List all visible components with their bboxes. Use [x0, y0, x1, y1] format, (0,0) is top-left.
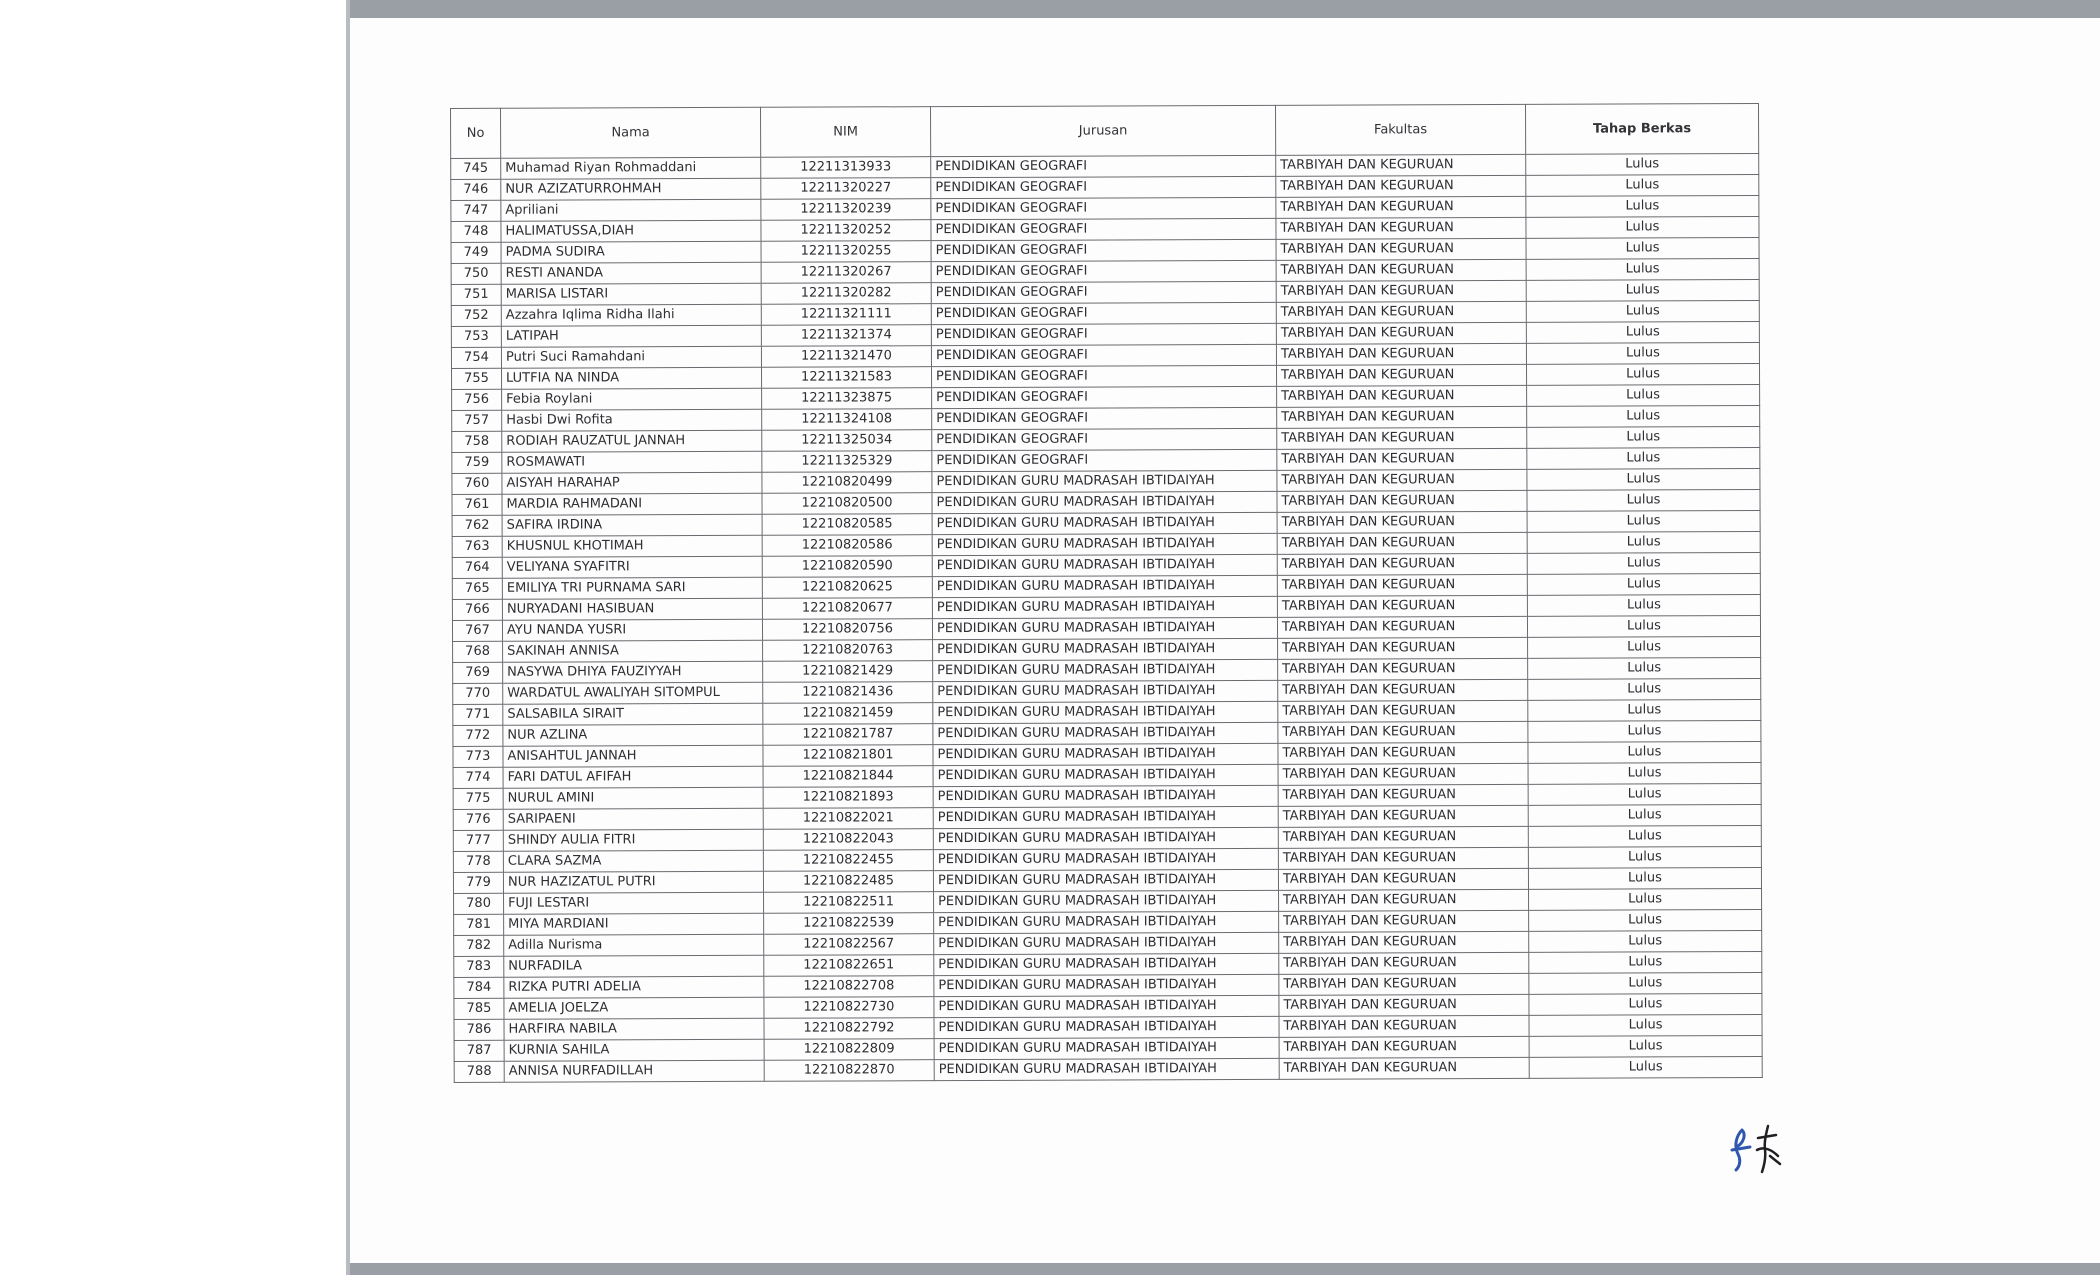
cell-jurusan: PENDIDIKAN GURU MADRASAH IBTIDAIYAH: [934, 1037, 1279, 1059]
cell-no: 786: [454, 1019, 504, 1040]
cell-nama: LATIPAH: [501, 325, 761, 347]
cell-jurusan: PENDIDIKAN GEOGRAFI: [931, 260, 1276, 282]
cell-fakultas: TARBIYAH DAN KEGURUAN: [1277, 553, 1527, 575]
cell-nim: 12211321583: [761, 367, 931, 389]
cell-no: 783: [454, 956, 504, 977]
cell-nama: LUTFIA NA NINDA: [501, 367, 761, 389]
cell-nim: 12211320239: [761, 199, 931, 221]
cell-fakultas: TARBIYAH DAN KEGURUAN: [1278, 700, 1528, 722]
cell-tahap-berkas: Lulus: [1526, 363, 1759, 385]
cell-nim: 12211320255: [761, 241, 931, 263]
scan-frame-top: [350, 0, 2100, 18]
cell-nama: FUJI LESTARI: [504, 892, 764, 914]
cell-nim: 12211325034: [762, 430, 932, 452]
cell-tahap-berkas: Lulus: [1527, 615, 1760, 637]
cell-tahap-berkas: Lulus: [1529, 930, 1762, 952]
cell-jurusan: PENDIDIKAN GURU MADRASAH IBTIDAIYAH: [932, 617, 1277, 639]
cell-jurusan: PENDIDIKAN GEOGRAFI: [932, 386, 1277, 408]
cell-no: 750: [451, 263, 501, 284]
scan-frame-bottom: [350, 1263, 2100, 1275]
cell-no: 766: [452, 599, 502, 620]
cell-nim: 12210821844: [763, 766, 933, 788]
cell-no: 753: [451, 326, 501, 347]
cell-tahap-berkas: Lulus: [1528, 720, 1761, 742]
cell-tahap-berkas: Lulus: [1526, 342, 1759, 364]
cell-no: 764: [452, 557, 502, 578]
cell-fakultas: TARBIYAH DAN KEGURUAN: [1279, 952, 1529, 974]
cell-jurusan: PENDIDIKAN GEOGRAFI: [931, 302, 1276, 324]
cell-nama: NURFADILA: [504, 955, 764, 977]
cell-tahap-berkas: Lulus: [1528, 678, 1761, 700]
cell-fakultas: TARBIYAH DAN KEGURUAN: [1278, 826, 1528, 848]
cell-no: 745: [451, 158, 501, 179]
cell-fakultas: TARBIYAH DAN KEGURUAN: [1277, 385, 1527, 407]
cell-jurusan: PENDIDIKAN GURU MADRASAH IBTIDAIYAH: [933, 701, 1278, 723]
cell-nim: 12210822485: [763, 871, 933, 893]
cell-no: 756: [452, 389, 502, 410]
cell-jurusan: PENDIDIKAN GEOGRAFI: [932, 407, 1277, 429]
cell-jurusan: PENDIDIKAN GURU MADRASAH IBTIDAIYAH: [933, 869, 1278, 891]
cell-nim: 12211320282: [761, 283, 931, 305]
cell-tahap-berkas: Lulus: [1529, 1035, 1762, 1057]
cell-fakultas: TARBIYAH DAN KEGURUAN: [1279, 889, 1529, 911]
cell-jurusan: PENDIDIKAN GURU MADRASAH IBTIDAIYAH: [932, 491, 1277, 513]
cell-nama: FARI DATUL AFIFAH: [503, 766, 763, 788]
cell-no: 749: [451, 242, 501, 263]
cell-nim: 12210822809: [764, 1039, 934, 1061]
header-jurusan: Jurusan: [930, 105, 1275, 156]
cell-nim: 12210822043: [763, 829, 933, 851]
cell-no: 774: [453, 767, 503, 788]
cell-fakultas: TARBIYAH DAN KEGURUAN: [1276, 217, 1526, 239]
cell-fakultas: TARBIYAH DAN KEGURUAN: [1278, 679, 1528, 701]
cell-tahap-berkas: Lulus: [1527, 384, 1760, 406]
cell-tahap-berkas: Lulus: [1529, 951, 1762, 973]
cell-tahap-berkas: Lulus: [1527, 468, 1760, 490]
cell-nim: 12210821429: [763, 661, 933, 683]
cell-tahap-berkas: Lulus: [1528, 825, 1761, 847]
cell-no: 765: [452, 578, 502, 599]
cell-fakultas: TARBIYAH DAN KEGURUAN: [1277, 532, 1527, 554]
cell-no: 751: [451, 284, 501, 305]
cell-tahap-berkas: Lulus: [1526, 195, 1759, 217]
cell-nama: Adilla Nurisma: [504, 934, 764, 956]
cell-no: 776: [453, 809, 503, 830]
cell-tahap-berkas: Lulus: [1527, 426, 1760, 448]
cell-nim: 12211324108: [762, 409, 932, 431]
cell-nama: Apriliani: [501, 199, 761, 221]
cell-jurusan: PENDIDIKAN GURU MADRASAH IBTIDAIYAH: [932, 533, 1277, 555]
cell-jurusan: PENDIDIKAN GURU MADRASAH IBTIDAIYAH: [934, 911, 1279, 933]
cell-nama: CLARA SAZMA: [503, 850, 763, 872]
cell-no: 788: [454, 1061, 504, 1082]
cell-nim: 12210822021: [763, 808, 933, 830]
cell-nama: NUR AZLINA: [503, 724, 763, 746]
cell-jurusan: PENDIDIKAN GURU MADRASAH IBTIDAIYAH: [934, 1058, 1279, 1080]
cell-tahap-berkas: Lulus: [1527, 489, 1760, 511]
cell-no: 754: [451, 347, 501, 368]
cell-fakultas: TARBIYAH DAN KEGURUAN: [1278, 805, 1528, 827]
header-nim: NIM: [760, 107, 930, 158]
cell-fakultas: TARBIYAH DAN KEGURUAN: [1276, 238, 1526, 260]
cell-nama: SAKINAH ANNISA: [503, 640, 763, 662]
cell-tahap-berkas: Lulus: [1526, 174, 1759, 196]
cell-tahap-berkas: Lulus: [1526, 279, 1759, 301]
cell-jurusan: PENDIDIKAN GEOGRAFI: [931, 155, 1276, 177]
cell-nim: 12210821436: [763, 682, 933, 704]
cell-nama: Hasbi Dwi Rofita: [502, 409, 762, 431]
table-header-row: [451, 103, 1759, 158]
cell-nim: 12211320227: [761, 178, 931, 200]
cell-fakultas: TARBIYAH DAN KEGURUAN: [1277, 574, 1527, 596]
cell-no: 772: [453, 725, 503, 746]
cell-tahap-berkas: Lulus: [1526, 258, 1759, 280]
header-no: No: [451, 108, 501, 158]
cell-fakultas: TARBIYAH DAN KEGURUAN: [1277, 469, 1527, 491]
cell-no: 771: [453, 704, 503, 725]
cell-jurusan: PENDIDIKAN GURU MADRASAH IBTIDAIYAH: [933, 806, 1278, 828]
cell-no: 748: [451, 221, 501, 242]
cell-tahap-berkas: Lulus: [1526, 153, 1759, 175]
handwritten-initials-icon: [1728, 1120, 1788, 1180]
cell-nim: 12210820500: [762, 493, 932, 515]
cell-nim: 12211320267: [761, 262, 931, 284]
cell-nim: 12210820756: [762, 619, 932, 641]
cell-no: 781: [454, 914, 504, 935]
cell-tahap-berkas: Lulus: [1529, 993, 1762, 1015]
cell-no: 760: [452, 473, 502, 494]
cell-tahap-berkas: Lulus: [1528, 867, 1761, 889]
cell-fakultas: TARBIYAH DAN KEGURUAN: [1279, 1036, 1529, 1058]
cell-tahap-berkas: Lulus: [1528, 804, 1761, 826]
cell-nim: 12210822730: [764, 997, 934, 1019]
cell-nama: ROSMAWATI: [502, 451, 762, 473]
cell-nama: RESTI ANANDA: [501, 262, 761, 284]
cell-nama: SAFIRA IRDINA: [502, 514, 762, 536]
cell-fakultas: TARBIYAH DAN KEGURUAN: [1277, 427, 1527, 449]
cell-jurusan: PENDIDIKAN GURU MADRASAH IBTIDAIYAH: [932, 470, 1277, 492]
cell-no: 779: [453, 872, 503, 893]
cell-nama: KHUSNUL KHOTIMAH: [502, 535, 762, 557]
cell-nama: RIZKA PUTRI ADELIA: [504, 976, 764, 998]
cell-nama: ANNISA NURFADILLAH: [504, 1060, 764, 1082]
cell-nim: 12211325329: [762, 451, 932, 473]
cell-fakultas: TARBIYAH DAN KEGURUAN: [1277, 490, 1527, 512]
cell-jurusan: PENDIDIKAN GEOGRAFI: [931, 239, 1276, 261]
cell-tahap-berkas: Lulus: [1527, 405, 1760, 427]
header-nama: Nama: [501, 107, 761, 158]
cell-fakultas: TARBIYAH DAN KEGURUAN: [1279, 910, 1529, 932]
cell-fakultas: TARBIYAH DAN KEGURUAN: [1277, 511, 1527, 533]
cell-nim: 12210822455: [763, 850, 933, 872]
cell-nim: 12210821459: [763, 703, 933, 725]
cell-fakultas: TARBIYAH DAN KEGURUAN: [1279, 1015, 1529, 1037]
cell-no: 746: [451, 179, 501, 200]
cell-nim: 12210822792: [764, 1018, 934, 1040]
cell-tahap-berkas: Lulus: [1528, 636, 1761, 658]
cell-nim: 12210822708: [764, 976, 934, 998]
cell-fakultas: TARBIYAH DAN KEGURUAN: [1278, 784, 1528, 806]
cell-nama: WARDATUL AWALIYAH SITOMPUL: [503, 682, 763, 704]
cell-jurusan: PENDIDIKAN GURU MADRASAH IBTIDAIYAH: [933, 743, 1278, 765]
cell-tahap-berkas: Lulus: [1529, 972, 1762, 994]
cell-no: 777: [453, 830, 503, 851]
cell-nim: 12210822651: [764, 955, 934, 977]
cell-nama: HARFIRA NABILA: [504, 1018, 764, 1040]
cell-fakultas: TARBIYAH DAN KEGURUAN: [1279, 931, 1529, 953]
cell-tahap-berkas: Lulus: [1528, 783, 1761, 805]
cell-jurusan: PENDIDIKAN GURU MADRASAH IBTIDAIYAH: [932, 512, 1277, 534]
cell-no: 785: [454, 998, 504, 1019]
cell-nama: EMILIYA TRI PURNAMA SARI: [502, 577, 762, 599]
cell-no: 757: [452, 410, 502, 431]
cell-nama: SHINDY AULIA FITRI: [503, 829, 763, 851]
cell-fakultas: TARBIYAH DAN KEGURUAN: [1279, 1057, 1529, 1079]
cell-fakultas: TARBIYAH DAN KEGURUAN: [1278, 721, 1528, 743]
cell-tahap-berkas: Lulus: [1526, 216, 1759, 238]
cell-jurusan: PENDIDIKAN GEOGRAFI: [931, 323, 1276, 345]
cell-jurusan: PENDIDIKAN GEOGRAFI: [931, 344, 1276, 366]
cell-fakultas: TARBIYAH DAN KEGURUAN: [1277, 448, 1527, 470]
cell-no: 761: [452, 494, 502, 515]
cell-jurusan: PENDIDIKAN GURU MADRASAH IBTIDAIYAH: [933, 764, 1278, 786]
cell-nama: NUR HAZIZATUL PUTRI: [503, 871, 763, 893]
cell-tahap-berkas: Lulus: [1527, 594, 1760, 616]
cell-jurusan: PENDIDIKAN GURU MADRASAH IBTIDAIYAH: [934, 890, 1279, 912]
cell-nim: 12210822539: [764, 913, 934, 935]
cell-no: 775: [453, 788, 503, 809]
cell-tahap-berkas: Lulus: [1526, 237, 1759, 259]
cell-nim: 12211313933: [761, 157, 931, 179]
cell-jurusan: PENDIDIKAN GEOGRAFI: [931, 176, 1276, 198]
cell-tahap-berkas: Lulus: [1529, 909, 1762, 931]
cell-nama: SALSABILA SIRAIT: [503, 703, 763, 725]
cell-fakultas: TARBIYAH DAN KEGURUAN: [1278, 742, 1528, 764]
cell-jurusan: PENDIDIKAN GURU MADRASAH IBTIDAIYAH: [933, 680, 1278, 702]
cell-no: 755: [452, 368, 502, 389]
cell-tahap-berkas: Lulus: [1528, 762, 1761, 784]
cell-nama: SARIPAENI: [503, 808, 763, 830]
table-row: [454, 1056, 1762, 1082]
cell-no: 787: [454, 1040, 504, 1061]
cell-jurusan: PENDIDIKAN GURU MADRASAH IBTIDAIYAH: [934, 932, 1279, 954]
cell-tahap-berkas: Lulus: [1528, 846, 1761, 868]
cell-nim: 12211323875: [762, 388, 932, 410]
cell-nama: Muhamad Riyan Rohmaddani: [501, 157, 761, 179]
cell-fakultas: TARBIYAH DAN KEGURUAN: [1276, 343, 1526, 365]
cell-fakultas: TARBIYAH DAN KEGURUAN: [1276, 196, 1526, 218]
cell-nama: AYU NANDA YUSRI: [502, 619, 762, 641]
cell-jurusan: PENDIDIKAN GEOGRAFI: [931, 218, 1276, 240]
cell-nim: 12211320252: [761, 220, 931, 242]
cell-nim: 12210821787: [763, 724, 933, 746]
cell-jurusan: PENDIDIKAN GEOGRAFI: [931, 365, 1276, 387]
cell-no: 758: [452, 431, 502, 452]
cell-tahap-berkas: Lulus: [1527, 552, 1760, 574]
cell-nama: ANISAHTUL JANNAH: [503, 745, 763, 767]
cell-fakultas: TARBIYAH DAN KEGURUAN: [1278, 847, 1528, 869]
cell-nama: MARDIA RAHMADANI: [502, 493, 762, 515]
cell-tahap-berkas: Lulus: [1526, 321, 1759, 343]
cell-no: 762: [452, 515, 502, 536]
cell-nama: AISYAH HARAHAP: [502, 472, 762, 494]
cell-fakultas: TARBIYAH DAN KEGURUAN: [1279, 994, 1529, 1016]
cell-nim: 12210822567: [764, 934, 934, 956]
cell-tahap-berkas: Lulus: [1527, 573, 1760, 595]
cell-no: 767: [452, 620, 502, 641]
cell-no: 770: [453, 683, 503, 704]
header-tahap-berkas: Tahap Berkas: [1525, 103, 1758, 154]
cell-tahap-berkas: Lulus: [1528, 741, 1761, 763]
cell-nama: MIYA MARDIANI: [504, 913, 764, 935]
cell-nim: 12210820590: [762, 556, 932, 578]
cell-jurusan: PENDIDIKAN GEOGRAFI: [931, 197, 1276, 219]
cell-nim: 12210822511: [764, 892, 934, 914]
cell-nama: RODIAH RAUZATUL JANNAH: [502, 430, 762, 452]
cell-jurusan: PENDIDIKAN GURU MADRASAH IBTIDAIYAH: [934, 1016, 1279, 1038]
cell-jurusan: PENDIDIKAN GURU MADRASAH IBTIDAIYAH: [934, 995, 1279, 1017]
cell-fakultas: TARBIYAH DAN KEGURUAN: [1276, 280, 1526, 302]
cell-jurusan: PENDIDIKAN GEOGRAFI: [931, 281, 1276, 303]
cell-fakultas: TARBIYAH DAN KEGURUAN: [1278, 763, 1528, 785]
cell-jurusan: PENDIDIKAN GEOGRAFI: [932, 449, 1277, 471]
cell-no: 769: [453, 662, 503, 683]
cell-nim: 12210820677: [762, 598, 932, 620]
cell-jurusan: PENDIDIKAN GURU MADRASAH IBTIDAIYAH: [934, 974, 1279, 996]
cell-no: 784: [454, 977, 504, 998]
cell-jurusan: PENDIDIKAN GURU MADRASAH IBTIDAIYAH: [933, 659, 1278, 681]
cell-no: 763: [452, 536, 502, 557]
cell-fakultas: TARBIYAH DAN KEGURUAN: [1276, 322, 1526, 344]
cell-fakultas: TARBIYAH DAN KEGURUAN: [1277, 616, 1527, 638]
cell-fakultas: TARBIYAH DAN KEGURUAN: [1276, 154, 1526, 176]
cell-nama: NUR AZIZATURROHMAH: [501, 178, 761, 200]
cell-fakultas: TARBIYAH DAN KEGURUAN: [1277, 406, 1527, 428]
cell-no: 747: [451, 200, 501, 221]
cell-tahap-berkas: Lulus: [1528, 699, 1761, 721]
cell-jurusan: PENDIDIKAN GURU MADRASAH IBTIDAIYAH: [933, 848, 1278, 870]
cell-fakultas: TARBIYAH DAN KEGURUAN: [1278, 637, 1528, 659]
cell-tahap-berkas: Lulus: [1527, 447, 1760, 469]
cell-nim: 12210820586: [762, 535, 932, 557]
cell-no: 759: [452, 452, 502, 473]
cell-nama: NASYWA DHIYA FAUZIYYAH: [503, 661, 763, 683]
cell-tahap-berkas: Lulus: [1527, 531, 1760, 553]
cell-jurusan: PENDIDIKAN GURU MADRASAH IBTIDAIYAH: [932, 554, 1277, 576]
cell-nama: Febia Roylani: [502, 388, 762, 410]
cell-nim: 12210821893: [763, 787, 933, 809]
table-body: [451, 153, 1763, 1082]
cell-nama: Putri Suci Ramahdani: [501, 346, 761, 368]
cell-fakultas: TARBIYAH DAN KEGURUAN: [1278, 868, 1528, 890]
cell-fakultas: TARBIYAH DAN KEGURUAN: [1276, 301, 1526, 323]
cell-jurusan: PENDIDIKAN GURU MADRASAH IBTIDAIYAH: [933, 722, 1278, 744]
cell-fakultas: TARBIYAH DAN KEGURUAN: [1278, 658, 1528, 680]
cell-fakultas: TARBIYAH DAN KEGURUAN: [1276, 175, 1526, 197]
cell-nama: HALIMATUSSA,DIAH: [501, 220, 761, 242]
cell-jurusan: PENDIDIKAN GURU MADRASAH IBTIDAIYAH: [932, 596, 1277, 618]
cell-fakultas: TARBIYAH DAN KEGURUAN: [1276, 259, 1526, 281]
cell-tahap-berkas: Lulus: [1529, 888, 1762, 910]
cell-nama: AMELIA JOELZA: [504, 997, 764, 1019]
cell-jurusan: PENDIDIKAN GURU MADRASAH IBTIDAIYAH: [933, 638, 1278, 660]
cell-jurusan: PENDIDIKAN GURU MADRASAH IBTIDAIYAH: [932, 575, 1277, 597]
cell-no: 778: [453, 851, 503, 872]
cell-no: 768: [453, 641, 503, 662]
cell-jurusan: PENDIDIKAN GURU MADRASAH IBTIDAIYAH: [933, 827, 1278, 849]
cell-tahap-berkas: Lulus: [1528, 657, 1761, 679]
cell-nim: 12210820499: [762, 472, 932, 494]
cell-nim: 12210820585: [762, 514, 932, 536]
cell-nim: 12210820625: [762, 577, 932, 599]
cell-nim: 12211321111: [761, 304, 931, 326]
cell-tahap-berkas: Lulus: [1529, 1014, 1762, 1036]
cell-nim: 12211321470: [761, 346, 931, 368]
cell-nim: 12211321374: [761, 325, 931, 347]
cell-nama: VELIYANA SYAFITRI: [502, 556, 762, 578]
cell-fakultas: TARBIYAH DAN KEGURUAN: [1277, 595, 1527, 617]
cell-nim: 12210822870: [764, 1060, 934, 1082]
cell-tahap-berkas: Lulus: [1527, 510, 1760, 532]
cell-fakultas: TARBIYAH DAN KEGURUAN: [1279, 973, 1529, 995]
cell-nama: NURYADANI HASIBUAN: [502, 598, 762, 620]
cell-no: 782: [454, 935, 504, 956]
cell-tahap-berkas: Lulus: [1529, 1056, 1762, 1078]
cell-jurusan: PENDIDIKAN GURU MADRASAH IBTIDAIYAH: [934, 953, 1279, 975]
cell-no: 780: [454, 893, 504, 914]
cell-nim: 12210820763: [763, 640, 933, 662]
cell-no: 752: [451, 305, 501, 326]
cell-nim: 12210821801: [763, 745, 933, 767]
cell-nama: Azzahra Iqlima Ridha Ilahi: [501, 304, 761, 326]
cell-jurusan: PENDIDIKAN GURU MADRASAH IBTIDAIYAH: [933, 785, 1278, 807]
cell-nama: KURNIA SAHILA: [504, 1039, 764, 1061]
header-fakultas: Fakultas: [1275, 104, 1525, 155]
cell-nama: NURUL AMINI: [503, 787, 763, 809]
cell-nama: MARISA LISTARI: [501, 283, 761, 305]
cell-fakultas: TARBIYAH DAN KEGURUAN: [1276, 364, 1526, 386]
cell-no: 773: [453, 746, 503, 767]
cell-nama: PADMA SUDIRA: [501, 241, 761, 263]
cell-tahap-berkas: Lulus: [1526, 300, 1759, 322]
cell-jurusan: PENDIDIKAN GEOGRAFI: [932, 428, 1277, 450]
results-table: [450, 103, 1763, 1083]
